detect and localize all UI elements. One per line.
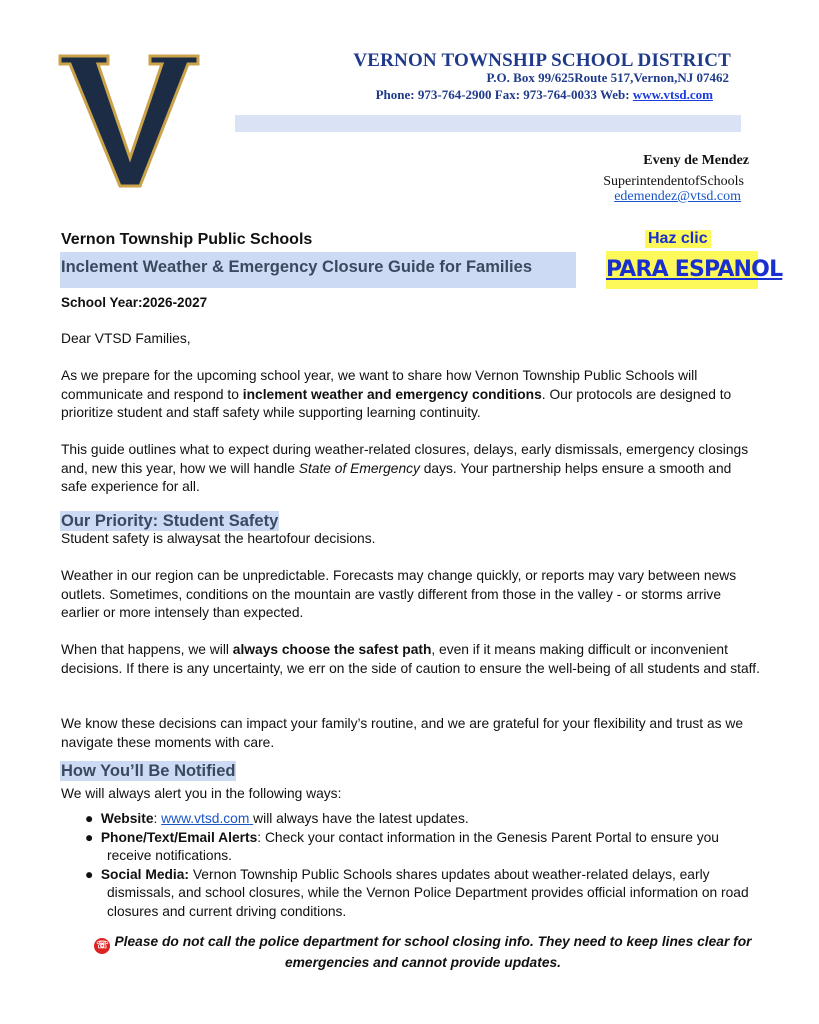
paragraph-safety: Student safety is alwaysat the heartofour decisions.: [61, 531, 376, 546]
list-item-text: Check your contact information in the Genesis Parent Portal to ensure you receive notifications.: [107, 829, 719, 863]
warning-note: [90, 933, 756, 973]
warning-text: Please do not call the police department for school closing info. They need to keep lines clear for emergencies and cannot provide updates.: [114, 934, 752, 970]
para-espanol-link[interactable]: PARA ESPANOL: [606, 251, 758, 289]
list-item-label: Phone/Text/Email Alerts: [100, 829, 258, 845]
paragraph-safest-path-text: When that happens, we will: [61, 642, 233, 657]
paragraph-safest-path: [61, 641, 761, 678]
district-name: VERNON TOWNSHIP SCHOOL DISTRICT: [353, 50, 731, 71]
notification-list: [0, 810, 760, 921]
paragraph-intro-text: As we prepare for the upcoming school year, we want to share how Vernon Township Public Schools will communicate and respond to: [61, 368, 698, 402]
paragraph-safest-path-text-end: , even if it means making difficult or inconvenient decisions. If there is any uncertainty, we err on the side of caution to ensure the well-being of all students and staff.: [61, 642, 760, 676]
haz-clic-link[interactable]: Haz clic: [645, 230, 711, 248]
greeting: Dear VTSD Families,: [61, 331, 191, 346]
paragraph-intro-text-end: . Our protocols are designed to prioritize student and staff safety while supporting learning continuity.: [61, 386, 732, 420]
list-item-text: Vernon Township Public Schools shares updates about weather-related delays, early dismissals, and school closures, while the Vernon Police Department provides official information on road closures and current driving conditions.: [107, 866, 749, 919]
paragraph-intro: [61, 367, 761, 423]
no-phone-icon: ☏: [94, 938, 110, 954]
superintendent-email-link[interactable]: edemendez@vtsd.com: [614, 189, 741, 204]
header-band: [235, 115, 741, 132]
heading-priority: Our Priority: Student Safety: [61, 512, 279, 530]
list-item-label: Social Media:: [100, 866, 190, 882]
guide-title: Inclement Weather & Emergency Closure Guide for Families: [60, 252, 576, 288]
district-logo: [58, 50, 200, 190]
school-year: School Year:2026-2027: [61, 295, 208, 310]
bullet-icon: ●: [85, 811, 94, 826]
bullet-icon: ●: [85, 829, 94, 845]
website-link[interactable]: www.vtsd.com: [632, 87, 713, 102]
list-item-label: Website: [100, 811, 154, 826]
heading-notify: How You’ll Be Notified: [61, 762, 236, 780]
list-item: [0, 829, 760, 866]
superintendent-name: Eveny de Mendez: [643, 153, 749, 168]
paragraph-guide-text: This guide outlines what to expect during weather-related closures, delays, early dismissals, emergency closings and, new this year, how we will handle: [61, 442, 749, 476]
paragraph-safest-path-bold: always choose the safest path: [232, 642, 432, 657]
district-address: P.O. Box 99/625Route 517,Vernon,NJ 07462: [486, 70, 729, 85]
list-item-sep: :: [153, 811, 162, 826]
paragraph-guide-text-end: days. Your partnership helps ensure a smooth and safe experience for all.: [61, 460, 732, 494]
district-contact: [376, 87, 741, 103]
website-link[interactable]: www.vtsd.com: [161, 811, 254, 826]
list-item: [0, 810, 760, 829]
paragraph-intro-bold: inclement weather and emergency conditions: [242, 386, 542, 402]
paragraph-guide: [61, 441, 761, 497]
bullet-icon: ●: [85, 866, 94, 882]
paragraph-weather: Weather in our region can be unpredictable. Forecasts may change quickly, or reports may vary between news outlets. Sometimes, conditions on the mountain are vastly different from those in the valley - or storms arrive earlier or more intensely than expected.: [61, 568, 737, 620]
superintendent-title: SuperintendentofSchools: [603, 174, 744, 189]
schools-title: Vernon Township Public Schools: [61, 231, 313, 248]
list-item-text: will always have the latest updates.: [253, 811, 469, 826]
list-item-sep: :: [257, 829, 265, 845]
paragraph-alert-ways: We will always alert you in the following ways:: [61, 786, 342, 801]
paragraph-gratitude: We know these decisions can impact your family’s routine, and we are grateful for your flexibility and trust as we navigate these moments with care.: [61, 716, 743, 750]
list-item: [0, 866, 760, 922]
paragraph-guide-italic: State of Emergency: [298, 460, 420, 476]
phone-fax-text: Phone: 973-764-2900 Fax: 973-764-0033 Web:: [375, 87, 633, 102]
